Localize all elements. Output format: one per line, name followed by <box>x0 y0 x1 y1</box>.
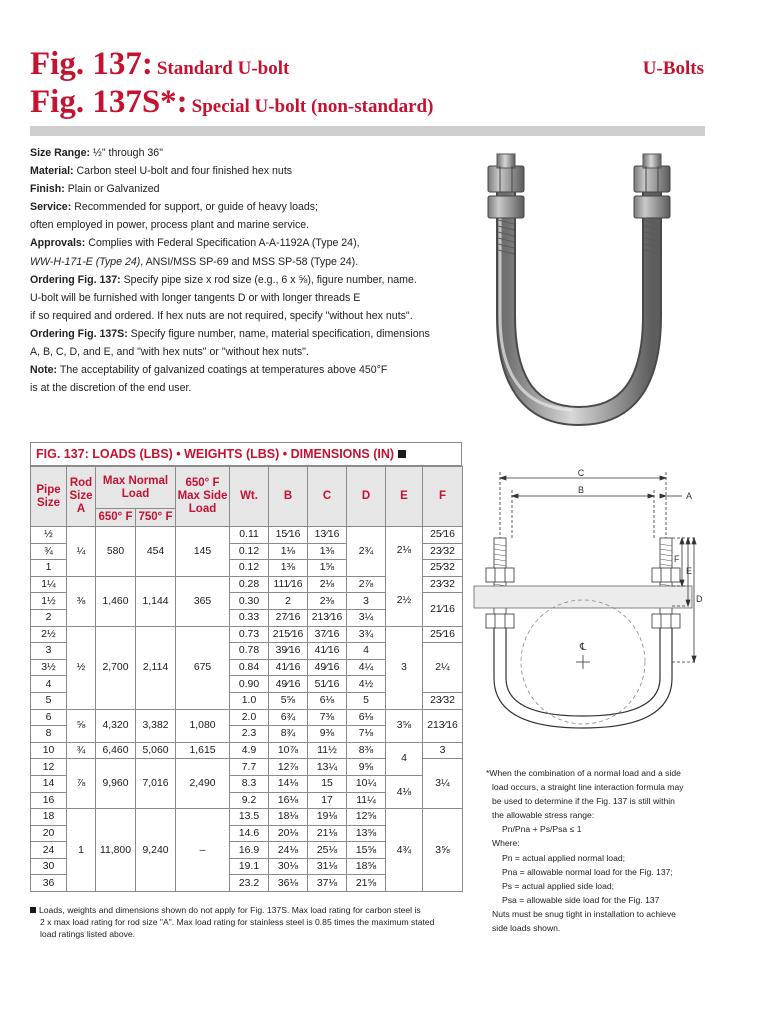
weight-cell: 16.9 <box>230 842 269 859</box>
side-load-cell: 1,080 <box>176 709 230 742</box>
dim-label-c: C <box>577 468 585 478</box>
pipe-size-cell: 12 <box>31 759 67 776</box>
weight-cell: 14.6 <box>230 825 269 842</box>
size-range-value: ½" through 36" <box>93 147 163 159</box>
b-cell: 1⅜ <box>269 560 308 577</box>
black-square-icon <box>30 907 36 913</box>
side-load-cell: 365 <box>176 576 230 626</box>
service-line-2: often employed in power, process plant and marine service. <box>30 219 310 232</box>
d-cell: 3 <box>347 593 386 610</box>
d-cell: 21⅝ <box>347 875 386 892</box>
ordering-label: Ordering Fig. 137: <box>30 273 121 286</box>
weight-cell: 0.12 <box>230 560 269 577</box>
b-cell: 12⅞ <box>269 759 308 776</box>
fig-137-title: Standard U-bolt <box>156 58 290 79</box>
d-cell: 3¾ <box>347 626 386 643</box>
weight-cell: 0.84 <box>230 659 269 676</box>
pipe-size-cell: 5 <box>31 692 67 709</box>
header-c: C <box>308 467 347 527</box>
f-cell: 25⁄16 <box>423 527 463 544</box>
note-line-2: is at the discretion of the end user. <box>30 382 192 395</box>
pipe-size-cell: 10 <box>31 742 67 759</box>
material-label: Material: <box>30 165 74 178</box>
pipe-size-cell: 2½ <box>31 626 67 643</box>
header-max-side-load: 650° F Max Side Load <box>176 467 230 527</box>
formula-line-3: be used to determine if the Fig. 137 is still within <box>492 796 675 807</box>
c-cell: 49⁄16 <box>308 659 347 676</box>
f-cell: 3⅝ <box>423 809 463 892</box>
formula-def-ps: Ps = actual applied side load; <box>502 880 615 891</box>
c-cell: 11½ <box>308 742 347 759</box>
normal-650-cell: 6,460 <box>96 742 136 759</box>
formula-def-pna: Pna = allowable normal load for the Fig. 137; <box>502 866 673 877</box>
e-cell: 4⅛ <box>386 775 423 808</box>
e-cell: 4 <box>386 742 423 775</box>
e-cell: 3⅝ <box>386 709 423 742</box>
b-cell: 39⁄16 <box>269 643 308 660</box>
c-cell: 51⁄16 <box>308 676 347 693</box>
weight-cell: 2.0 <box>230 709 269 726</box>
c-cell: 1⅜ <box>308 543 347 560</box>
centerline-symbol: ℄ <box>580 642 587 653</box>
normal-750-cell: 3,382 <box>136 709 176 742</box>
pipe-size-cell: 16 <box>31 792 67 809</box>
rod-size-cell: ⅜ <box>67 576 96 626</box>
service-line-1: Recommended for support, or guide of heavy loads; <box>74 201 318 214</box>
fig-137s-number: Fig. 137S*: <box>30 84 188 120</box>
header-weight: Wt. <box>230 467 269 527</box>
f-cell: 23⁄32 <box>423 692 463 709</box>
normal-750-cell: 2,114 <box>136 626 176 709</box>
formula-equation: Pn/Pna + Ps/Psa ≤ 1 <box>502 824 582 835</box>
fig-137s-heading <box>30 84 433 121</box>
d-cell: 2¾ <box>347 527 386 577</box>
d-cell: 10¼ <box>347 775 386 792</box>
dim-label-e: E <box>686 566 693 576</box>
weight-cell: 0.73 <box>230 626 269 643</box>
weight-cell: 23.2 <box>230 875 269 892</box>
fig-137-heading <box>30 46 289 83</box>
d-cell: 15⅝ <box>347 842 386 859</box>
c-cell: 2⅛ <box>308 576 347 593</box>
approvals-ww-spec: WW-H-171-E (Type 24) <box>30 255 141 268</box>
side-load-cell: 145 <box>176 527 230 577</box>
normal-750-cell: 1,144 <box>136 576 176 626</box>
formula-def-pn: Pn = actual applied normal load; <box>502 852 626 863</box>
e-cell: 2⅛ 2½ <box>386 527 423 627</box>
formula-line-4: the allowable stress range: <box>492 810 595 821</box>
f-cell: 23⁄32 <box>423 543 463 560</box>
loads-table <box>30 466 463 892</box>
d-cell: 4¼ <box>347 659 386 676</box>
header-b: B <box>269 467 308 527</box>
loads-table-title-text: FIG. 137: LOADS (LBS) • WEIGHTS (LBS) • DIMENSIONS (IN) <box>36 447 395 461</box>
spec-block <box>30 144 462 397</box>
formula-line-2: load occurs, a straight line interaction formula may <box>492 782 684 793</box>
c-cell: 1⅝ <box>308 560 347 577</box>
fig-137-number: Fig. 137: <box>30 46 153 82</box>
u-bolt-photo <box>472 146 686 436</box>
c-cell: 37⁄16 <box>308 626 347 643</box>
f-cell: 23⁄32 <box>423 576 463 593</box>
approvals-label: Approvals: <box>30 237 86 250</box>
formula-line-1: *When the combination of a normal load and a side <box>486 768 681 778</box>
pipe-size-cell: 2 <box>31 609 67 626</box>
b-cell: 49⁄16 <box>269 676 308 693</box>
rod-size-cell: 1 <box>67 809 96 892</box>
pipe-size-cell: 36 <box>31 875 67 892</box>
header-e: E <box>386 467 423 527</box>
normal-650-cell: 1,460 <box>96 576 136 626</box>
weight-cell: 8.3 <box>230 775 269 792</box>
b-cell: 41⁄16 <box>269 659 308 676</box>
formula-where: Where: <box>492 838 520 849</box>
d-cell: 6⅛ <box>347 709 386 726</box>
f-cell: 21⁄16 <box>423 593 463 626</box>
c-cell: 17 <box>308 792 347 809</box>
approvals-line-1: Complies with Federal Specification A-A-1192A (Type 24), <box>88 237 360 250</box>
header-f: F <box>423 467 463 527</box>
ordering-s-label: Ordering Fig. 137S: <box>30 327 128 340</box>
formula-nuts-line-2: side loads shown. <box>492 923 561 934</box>
rod-size-cell: ¼ <box>67 527 96 577</box>
b-cell: 10⅞ <box>269 742 308 759</box>
e-cell: 3 <box>386 626 423 709</box>
weight-cell: 0.78 <box>230 643 269 660</box>
c-cell: 25⅛ <box>308 842 347 859</box>
c-cell: 19⅛ <box>308 809 347 826</box>
b-cell: 30⅛ <box>269 858 308 875</box>
ordering-s-line-2: A, B, C, D, and E, and "with hex nuts" or "without hex nuts". <box>30 346 309 359</box>
formula-nuts-line-1: Nuts must be snug tight in installation to achieve <box>492 908 676 919</box>
rod-size-cell: ¾ <box>67 742 96 759</box>
c-cell: 31⅛ <box>308 858 347 875</box>
b-cell: 15⁄16 <box>269 527 308 544</box>
b-cell: 27⁄16 <box>269 609 308 626</box>
b-cell: 111⁄16 <box>269 576 308 593</box>
formula-def-psa: Psa = allowable side load for the Fig. 137 <box>502 894 660 905</box>
rod-size-cell: ½ <box>67 626 96 709</box>
d-cell: 11¼ <box>347 792 386 809</box>
normal-750-cell: 7,016 <box>136 759 176 809</box>
normal-650-cell: 580 <box>96 527 136 577</box>
footnote-line-1: Loads, weights and dimensions shown do not apply for Fig. 137S. Max load rating for carbon steel is <box>39 905 421 915</box>
b-cell: 8¾ <box>269 726 308 743</box>
d-cell: 4 <box>347 643 386 660</box>
loads-table-title <box>30 442 462 466</box>
b-cell: 14⅛ <box>269 775 308 792</box>
ordering-s-line-1: Specify figure number, name, material specification, dimensions <box>130 327 430 340</box>
weight-cell: 7.7 <box>230 759 269 776</box>
e-cell-secondary: 2½ <box>396 595 412 607</box>
pipe-size-cell: 3½ <box>31 659 67 676</box>
normal-750-cell: 5,060 <box>136 742 176 759</box>
weight-cell: 0.12 <box>230 543 269 560</box>
approvals-line-2: , ANSI/MSS SP-69 and MSS SP-58 (Type 24). <box>140 255 359 268</box>
size-range-label: Size Range: <box>30 147 91 159</box>
dim-label-b: B <box>577 485 585 495</box>
material-value: Carbon steel U-bolt and four finished hex nuts <box>76 165 293 178</box>
side-load-cell: – <box>176 809 230 892</box>
note-line-1: The acceptability of galvanized coatings at temperatures above 450°F <box>59 364 388 377</box>
d-cell: 5 <box>347 692 386 709</box>
pipe-size-cell: 24 <box>31 842 67 859</box>
normal-750-cell: 454 <box>136 527 176 577</box>
rod-size-cell: ⅞ <box>67 759 96 809</box>
c-cell: 13⁄16 <box>308 527 347 544</box>
interaction-formula-note <box>486 766 726 935</box>
normal-650-cell: 11,800 <box>96 809 136 892</box>
header-650f: 650° F <box>96 509 136 527</box>
pipe-size-cell: ¾ <box>31 543 67 560</box>
normal-650-cell: 9,960 <box>96 759 136 809</box>
header-rule <box>30 126 705 136</box>
c-cell: 7⅜ <box>308 709 347 726</box>
d-cell: 12⅝ <box>347 809 386 826</box>
table-footnote <box>30 904 450 940</box>
category-label: U-Bolts <box>642 58 704 79</box>
header-max-normal-load: Max Normal Load <box>96 467 176 509</box>
pipe-size-cell: 6 <box>31 709 67 726</box>
ordering-line-2: U-bolt will be furnished with longer tangents D or with longer threads E <box>30 291 361 304</box>
header-d: D <box>347 467 386 527</box>
c-cell: 37⅛ <box>308 875 347 892</box>
weight-cell: 0.28 <box>230 576 269 593</box>
d-cell: 13⅝ <box>347 825 386 842</box>
pipe-size-cell: 1 <box>31 560 67 577</box>
e-cell: 4¾ <box>386 809 423 892</box>
c-cell: 6⅛ <box>308 692 347 709</box>
pipe-size-cell: 4 <box>31 676 67 693</box>
b-cell: 16⅛ <box>269 792 308 809</box>
dim-label-d: D <box>696 594 703 604</box>
pipe-size-cell: 3 <box>31 643 67 660</box>
d-cell: 8⅜ <box>347 742 386 759</box>
side-load-cell: 675 <box>176 626 230 709</box>
weight-cell: 0.30 <box>230 593 269 610</box>
pipe-size-cell: 14 <box>31 775 67 792</box>
weight-cell: 19.1 <box>230 858 269 875</box>
b-cell: 2 <box>269 593 308 610</box>
pipe-size-cell: 1¼ <box>31 576 67 593</box>
ordering-line-1: Specify pipe size x rod size (e.g., 6 x ⅝), figure number, name. <box>123 273 417 286</box>
finish-label: Finish: <box>30 183 65 196</box>
b-cell: 20⅛ <box>269 825 308 842</box>
header-pipe-size: Pipe Size <box>31 467 67 527</box>
weight-cell: 13.5 <box>230 809 269 826</box>
header-750f: 750° F <box>136 509 176 527</box>
finish-value: Plain or Galvanized <box>67 183 160 196</box>
c-cell: 15 <box>308 775 347 792</box>
f-cell: 213⁄16 <box>423 709 463 742</box>
weight-cell: 4.9 <box>230 742 269 759</box>
d-cell: 7⅛ <box>347 726 386 743</box>
f-cell: 25⁄32 <box>423 560 463 577</box>
note-label: Note: <box>30 364 58 377</box>
weight-cell: 0.90 <box>230 676 269 693</box>
c-cell: 9⅜ <box>308 726 347 743</box>
b-cell: 18⅛ <box>269 809 308 826</box>
weight-cell: 0.11 <box>230 527 269 544</box>
header-rod-size: Rod Size A <box>67 467 96 527</box>
pipe-size-cell: 8 <box>31 726 67 743</box>
pipe-size-cell: 1½ <box>31 593 67 610</box>
u-bolt-dimension-drawing <box>472 466 704 762</box>
dim-label-a: A <box>686 491 693 501</box>
c-cell: 21⅛ <box>308 825 347 842</box>
weight-cell: 0.33 <box>230 609 269 626</box>
d-cell: 18⅝ <box>347 858 386 875</box>
normal-650-cell: 4,320 <box>96 709 136 742</box>
d-cell: 2⅞ <box>347 576 386 593</box>
b-cell: 36⅛ <box>269 875 308 892</box>
dim-label-f: F <box>674 554 680 564</box>
pipe-size-cell: 20 <box>31 825 67 842</box>
b-cell: 215⁄16 <box>269 626 308 643</box>
weight-cell: 2.3 <box>230 726 269 743</box>
c-cell: 13¼ <box>308 759 347 776</box>
service-label: Service: <box>30 201 72 214</box>
pipe-size-cell: ½ <box>31 527 67 544</box>
pipe-size-cell: 30 <box>31 858 67 875</box>
f-cell: 25⁄16 <box>423 626 463 643</box>
f-cell: 2¼ <box>423 643 463 693</box>
footnote-line-3: load ratings listed above. <box>40 929 136 939</box>
rod-size-cell: ⅝ <box>67 709 96 742</box>
pipe-size-cell: 18 <box>31 809 67 826</box>
weight-cell: 1.0 <box>230 692 269 709</box>
d-cell: 9⅝ <box>347 759 386 776</box>
d-cell: 4½ <box>347 676 386 693</box>
black-square-icon <box>398 450 406 458</box>
b-cell: 6¾ <box>269 709 308 726</box>
b-cell: 24⅛ <box>269 842 308 859</box>
weight-cell: 9.2 <box>230 792 269 809</box>
fig-137s-title: Special U-bolt (non-standard) <box>191 96 434 117</box>
c-cell: 213⁄16 <box>308 609 347 626</box>
normal-650-cell: 2,700 <box>96 626 136 709</box>
ordering-line-3: if so required and ordered. If hex nuts are not required, specify "without hex nuts". <box>30 309 413 322</box>
normal-750-cell: 9,240 <box>136 809 176 892</box>
footnote-line-2: 2 x max load rating for rod size "A". Max load rating for stainless steel is 0.85 times the maximum stated <box>40 917 435 927</box>
b-cell: 1⅛ <box>269 543 308 560</box>
d-cell: 3¼ <box>347 609 386 626</box>
b-cell: 5⅝ <box>269 692 308 709</box>
side-load-cell: 1,615 <box>176 742 230 759</box>
c-cell: 41⁄16 <box>308 643 347 660</box>
c-cell: 2⅜ <box>308 593 347 610</box>
f-cell: 3¼ <box>423 759 463 809</box>
f-cell: 3 <box>423 742 463 759</box>
side-load-cell: 2,490 <box>176 759 230 809</box>
